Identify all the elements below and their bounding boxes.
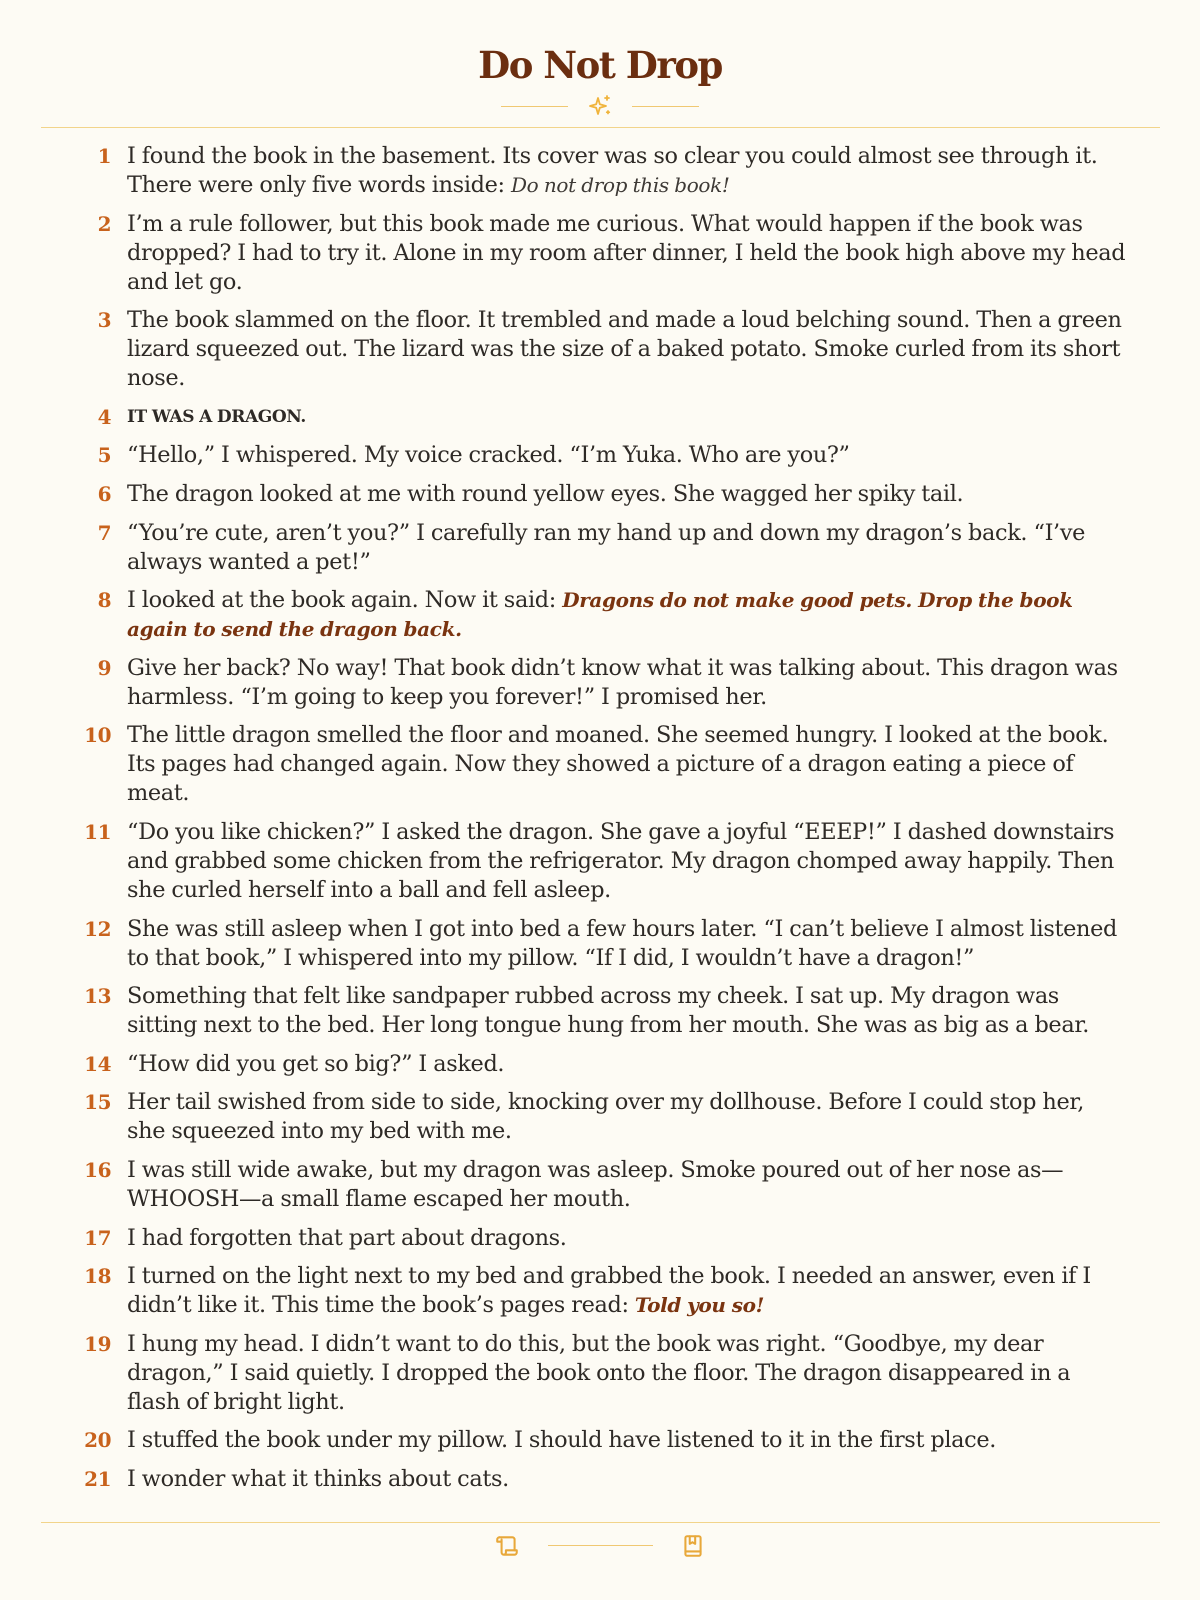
- line-number: 18: [84, 1264, 111, 1289]
- line-number: 17: [84, 1225, 111, 1250]
- text-segment: I hung my head. I didn’t want to do this, but the book was right. “Goodbye, my dear dragon,” I said quietly. I dropped the book onto the floor. The dragon disappeared in a flash of bright light.: [127, 1330, 1071, 1415]
- story-line: [0, 480, 1200, 509]
- text-segment: I wonder what it thinks about cats.: [127, 1465, 509, 1492]
- line-text: [127, 306, 1127, 393]
- story-line: [0, 982, 1200, 1040]
- ornament-line-right: [632, 106, 699, 107]
- text-segment: Give her back? No way! That book didn’t know what it was talking about. This dragon was harmless. “I’m going to keep you forever!” I promised her.: [127, 654, 1118, 710]
- line-number: 2: [97, 211, 111, 236]
- story-line: [0, 1465, 1200, 1494]
- emphasized-text: Dragons do not make good pets. Drop the book again to send the dragon back.: [127, 588, 1073, 642]
- text-segment: IT WAS A DRAGON.: [127, 406, 306, 427]
- line-number: 7: [97, 520, 111, 545]
- title-ornament: [0, 94, 1200, 118]
- line-number: 16: [84, 1157, 111, 1182]
- sparkles-icon: [588, 94, 612, 118]
- story-line: [0, 1426, 1200, 1455]
- line-text: [127, 1156, 1127, 1214]
- line-number: 10: [84, 723, 111, 748]
- line-text: [127, 1224, 1127, 1253]
- text-segment: I looked at the book again. Now it said:: [127, 587, 563, 614]
- text-segment: “You’re cute, aren’t you?” I carefully ran my hand up and down my dragon’s back. “I’ve always wanted a pet!”: [127, 519, 1086, 575]
- story-line: [0, 403, 1200, 432]
- ornament-line-left: [501, 106, 568, 107]
- line-number: 12: [84, 916, 111, 941]
- emphasized-text: Told you so!: [634, 1293, 765, 1318]
- line-number: 4: [97, 404, 111, 429]
- line-number: 3: [97, 308, 111, 333]
- text-segment: “Do you like chicken?” I asked the dragon. She gave a joyful “EEEP!” I dashed downstairs and grabbed some chicken from the refrigerator. My dragon chomped away happily. Then she curled herself into a ball and fell asleep.: [127, 818, 1115, 903]
- text-segment: I stuffed the book under my pillow. I should have listened to it in the first place.: [127, 1427, 997, 1454]
- scroll-icon: [494, 1533, 520, 1559]
- footer: [0, 1530, 1200, 1560]
- story-line: [0, 721, 1200, 808]
- line-number: 14: [84, 1051, 111, 1076]
- line-text: [127, 654, 1127, 712]
- story-line: [0, 210, 1200, 297]
- line-number: 19: [84, 1331, 111, 1356]
- line-text: [127, 818, 1127, 905]
- line-number: 1: [97, 144, 111, 168]
- line-number: 9: [97, 655, 111, 680]
- line-text: [127, 480, 1127, 509]
- line-text: [127, 1426, 1127, 1455]
- line-text: [127, 519, 1127, 577]
- text-segment: “Hello,” I whispered. My voice cracked. “I’m Yuka. Who are you?”: [127, 442, 850, 469]
- line-text: [127, 1088, 1127, 1146]
- text-segment: I turned on the light next to my bed and grabbed the book. I needed an answer, even if I didn’t like it. This time the book’s pages read:: [127, 1263, 1091, 1319]
- line-text: [127, 1262, 1127, 1320]
- story-line: [0, 1156, 1200, 1214]
- story-line: [0, 654, 1200, 712]
- line-text: [127, 210, 1127, 297]
- text-segment: She was still asleep when I got into bed a few hours later. “I can’t believe I almost listened to that book,” I whispered into my pillow. “If I did, I wouldn’t have a dragon!”: [127, 915, 1118, 971]
- text-segment: I had forgotten that part about dragons.: [127, 1224, 567, 1251]
- text-segment: The dragon looked at me with round yellow eyes. She wagged her spiky tail.: [127, 480, 964, 507]
- story-line: [0, 1262, 1200, 1320]
- story-line: [0, 915, 1200, 973]
- line-number: 6: [97, 481, 111, 506]
- text-segment: “How did you get so big?” I asked.: [127, 1050, 505, 1077]
- story-line: [0, 1050, 1200, 1079]
- story-line: [0, 1224, 1200, 1253]
- line-text: [127, 1050, 1127, 1079]
- line-text: [127, 1330, 1127, 1417]
- story-line: [0, 142, 1200, 200]
- emphasized-text: Do not drop this book!: [510, 173, 730, 197]
- top-divider: [41, 127, 1160, 128]
- story-line: [0, 306, 1200, 393]
- line-text: [127, 441, 1127, 470]
- bottom-divider: [41, 1522, 1160, 1523]
- story-line: [0, 1088, 1200, 1146]
- text-segment: Her tail swished from side to side, knocking over my dollhouse. Before I could stop her, she squeezed into my bed with me.: [127, 1089, 1085, 1145]
- text-segment: I found the book in the basement. Its cover was so clear you could almost see through it. There were only five words inside:: [127, 143, 1098, 198]
- story-line: [0, 1330, 1200, 1417]
- line-number: 15: [84, 1090, 111, 1115]
- line-text: [127, 142, 1127, 200]
- line-text: [127, 403, 1127, 432]
- footer-divider: [548, 1545, 653, 1546]
- text-segment: I was still wide awake, but my dragon was asleep. Smoke poured out of her nose as— WHOOSH—a small flame escaped her mouth.: [127, 1156, 1064, 1212]
- text-segment: The book slammed on the floor. It trembled and made a loud belching sound. Then a green lizard squeezed out. The lizard was the size of a baked potato. Smoke curled from its short nose.: [127, 307, 1122, 392]
- line-text: [127, 982, 1127, 1040]
- header: [0, 42, 1200, 88]
- line-text: [127, 915, 1127, 973]
- numbered-lines: [0, 142, 1200, 1503]
- line-text: [127, 721, 1127, 808]
- text-segment: I’m a rule follower, but this book made me curious. What would happen if the book was dropped? I had to try it. Alone in my room after dinner, I held the book high above my head and let go.: [127, 210, 1126, 295]
- text-segment: Something that felt like sandpaper rubbed across my cheek. I sat up. My dragon was sitting next to the bed. Her long tongue hung from her mouth. She was as big as a bear.: [127, 983, 1089, 1039]
- story-line: [0, 586, 1200, 644]
- line-text: [127, 586, 1127, 644]
- line-number: 5: [97, 443, 111, 468]
- line-number: 21: [84, 1466, 111, 1491]
- story-line: [0, 519, 1200, 577]
- line-number: 13: [84, 984, 111, 1009]
- line-number: 8: [97, 588, 111, 613]
- line-number: 11: [84, 819, 111, 844]
- story-line: [0, 441, 1200, 470]
- story-line: [0, 818, 1200, 905]
- line-number: 20: [84, 1428, 111, 1453]
- book-icon: [680, 1533, 706, 1559]
- page-title: Do Not Drop: [478, 43, 722, 87]
- line-text: [127, 1465, 1127, 1494]
- text-segment: The little dragon smelled the floor and moaned. She seemed hungry. I looked at the book. Its pages had changed again. Now they showed a picture of a dragon eating a piece of meat.: [127, 722, 1109, 807]
